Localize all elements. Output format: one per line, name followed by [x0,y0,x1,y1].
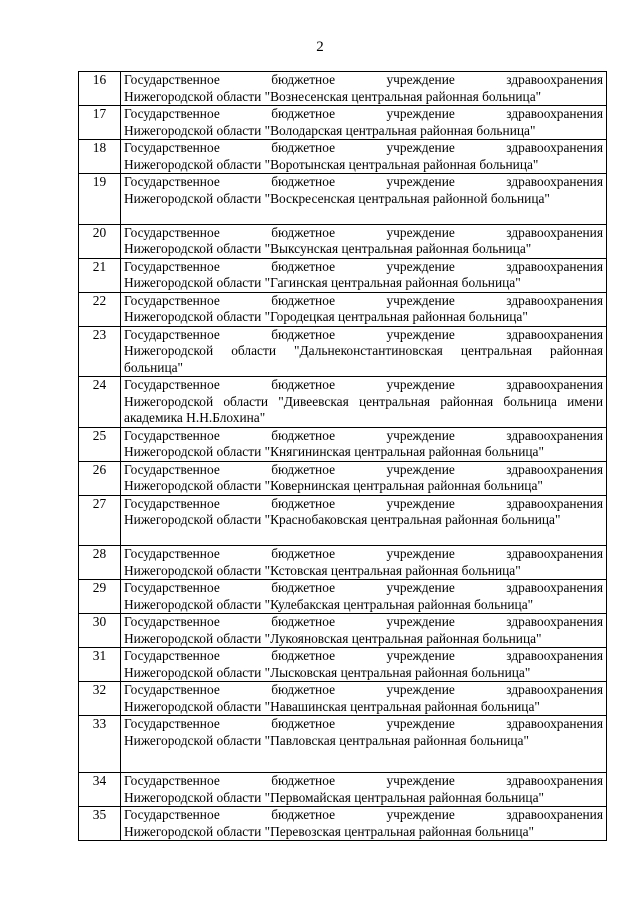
name-line-1: Государственное бюджетное учреждение здравоохранения [124,258,603,274]
institution-name [121,807,607,841]
name-line-1: Государственное бюджетное учреждение здравоохранения [124,495,603,511]
name-line-1: Государственное бюджетное учреждение здравоохранения [124,427,603,443]
name-line-1: Государственное бюджетное учреждение здравоохранения [124,682,603,697]
name-line-1: Государственное бюджетное учреждение здравоохранения [124,377,603,392]
institutions-table [78,71,607,841]
name-rest: Нижегородской области "Кстовская центральная районная больница" [124,562,521,578]
name-rest: Нижегородской области "Вознесенская центральная районная больница" [124,88,542,104]
row-number: 27 [79,495,121,546]
name-rest: Нижегородской области "Ковернинская центральная районная больница" [124,478,543,493]
row-number: 31 [79,648,121,682]
row-number: 32 [79,682,121,716]
institution-name [121,326,607,377]
name-rest: Нижегородской области "Володарская центральная районная больница" [124,122,536,138]
row-number: 18 [79,140,121,174]
table-row [79,427,607,461]
name-line-1: Государственное бюджетное учреждение здравоохранения [124,224,603,240]
institution-name [121,461,607,495]
name-line-1: Государственное бюджетное учреждение здравоохранения [124,174,603,189]
table-row [79,614,607,648]
name-rest: Нижегородской области "Павловская центральная районная больница" [124,732,529,748]
name-line-1: Государственное бюджетное учреждение здравоохранения [124,546,603,561]
row-number: 25 [79,427,121,461]
table-row [79,292,607,326]
row-number: 19 [79,174,121,225]
row-number: 22 [79,292,121,326]
table-row [79,174,607,225]
row-number: 33 [79,716,121,773]
row-number: 34 [79,773,121,807]
name-line-1: Государственное бюджетное учреждение здравоохранения [124,72,603,87]
name-rest: Нижегородской области "Краснобаковская центральная районная больница" [124,512,561,527]
table-row [79,377,607,428]
name-rest: Нижегородской области "Дальнеконстантиновская центральная районная больница" [124,343,603,375]
institution-name [121,258,607,292]
institution-name [121,580,607,614]
table-row [79,495,607,546]
table-row [79,682,607,716]
institution-name [121,224,607,258]
name-rest: Нижегородской области "Выксунская центральная районная больница" [124,241,532,256]
table-row [79,140,607,174]
table-row [79,258,607,292]
name-line-1: Государственное бюджетное учреждение здравоохранения [124,580,603,595]
name-rest: Нижегородской области "Кулебакская центральная районная больница" [124,596,534,612]
name-line-1: Государственное бюджетное учреждение здравоохранения [124,648,603,663]
row-number: 35 [79,807,121,841]
name-line-1: Государственное бюджетное учреждение здравоохранения [124,807,603,822]
name-rest: Нижегородской области "Воскресенская центральная районной больница" [124,190,550,206]
table-row [79,807,607,841]
name-line-1: Государственное бюджетное учреждение здравоохранения [124,326,603,342]
row-number: 20 [79,224,121,258]
row-number: 23 [79,326,121,377]
name-rest: Нижегородской области "Городецкая центральная районная больница" [124,309,528,324]
name-line-1: Государственное бюджетное учреждение здравоохранения [124,292,603,308]
table-row [79,461,607,495]
table-row [79,580,607,614]
name-rest: Нижегородской области "Перевозская центральная районная больница" [124,823,535,839]
name-line-1: Государственное бюджетное учреждение здравоохранения [124,461,603,477]
row-number: 29 [79,580,121,614]
table-row [79,648,607,682]
table-row [79,72,607,106]
institution-name [121,106,607,140]
institution-name [121,292,607,326]
table-row [79,546,607,580]
row-number: 21 [79,258,121,292]
institution-name [121,716,607,773]
institution-name [121,648,607,682]
row-number: 17 [79,106,121,140]
table-row [79,716,607,773]
table-row [79,326,607,377]
row-number: 16 [79,72,121,106]
name-rest: Нижегородской области "Лукояновская центральная районная больница" [124,630,542,646]
table-row [79,224,607,258]
name-rest: Нижегородской области "Первомайская центральная районная больница" [124,789,545,805]
institution-name [121,546,607,580]
name-rest: Нижегородской области "Княгининская центральная районная больница" [124,444,544,459]
name-rest: Нижегородской области "Лысковская центральная районная больница" [124,664,531,680]
name-rest: Нижегородской области "Гагинская центральная районная больница" [124,275,521,290]
institution-name [121,377,607,428]
page-number: 2 [316,39,324,55]
table-row [79,773,607,807]
row-number: 28 [79,546,121,580]
name-rest: Нижегородской области "Дивеевская центральная районная больница имени академика Н.Н.Блохина" [124,393,603,425]
institution-name [121,614,607,648]
institution-name [121,72,607,106]
institution-name [121,495,607,546]
institution-name [121,773,607,807]
institution-name [121,682,607,716]
institution-name [121,427,607,461]
row-number: 26 [79,461,121,495]
row-number: 24 [79,377,121,428]
name-line-1: Государственное бюджетное учреждение здравоохранения [124,140,603,155]
name-rest: Нижегородской области "Воротынская центральная районная больница" [124,156,539,172]
table-row [79,106,607,140]
name-line-1: Государственное бюджетное учреждение здравоохранения [124,716,603,731]
name-rest: Нижегородской области "Навашинская центральная районная больница" [124,698,540,714]
name-line-1: Государственное бюджетное учреждение здравоохранения [124,773,603,788]
name-line-1: Государственное бюджетное учреждение здравоохранения [124,614,603,629]
name-line-1: Государственное бюджетное учреждение здравоохранения [124,106,603,121]
row-number: 30 [79,614,121,648]
institution-name [121,174,607,225]
institution-name [121,140,607,174]
